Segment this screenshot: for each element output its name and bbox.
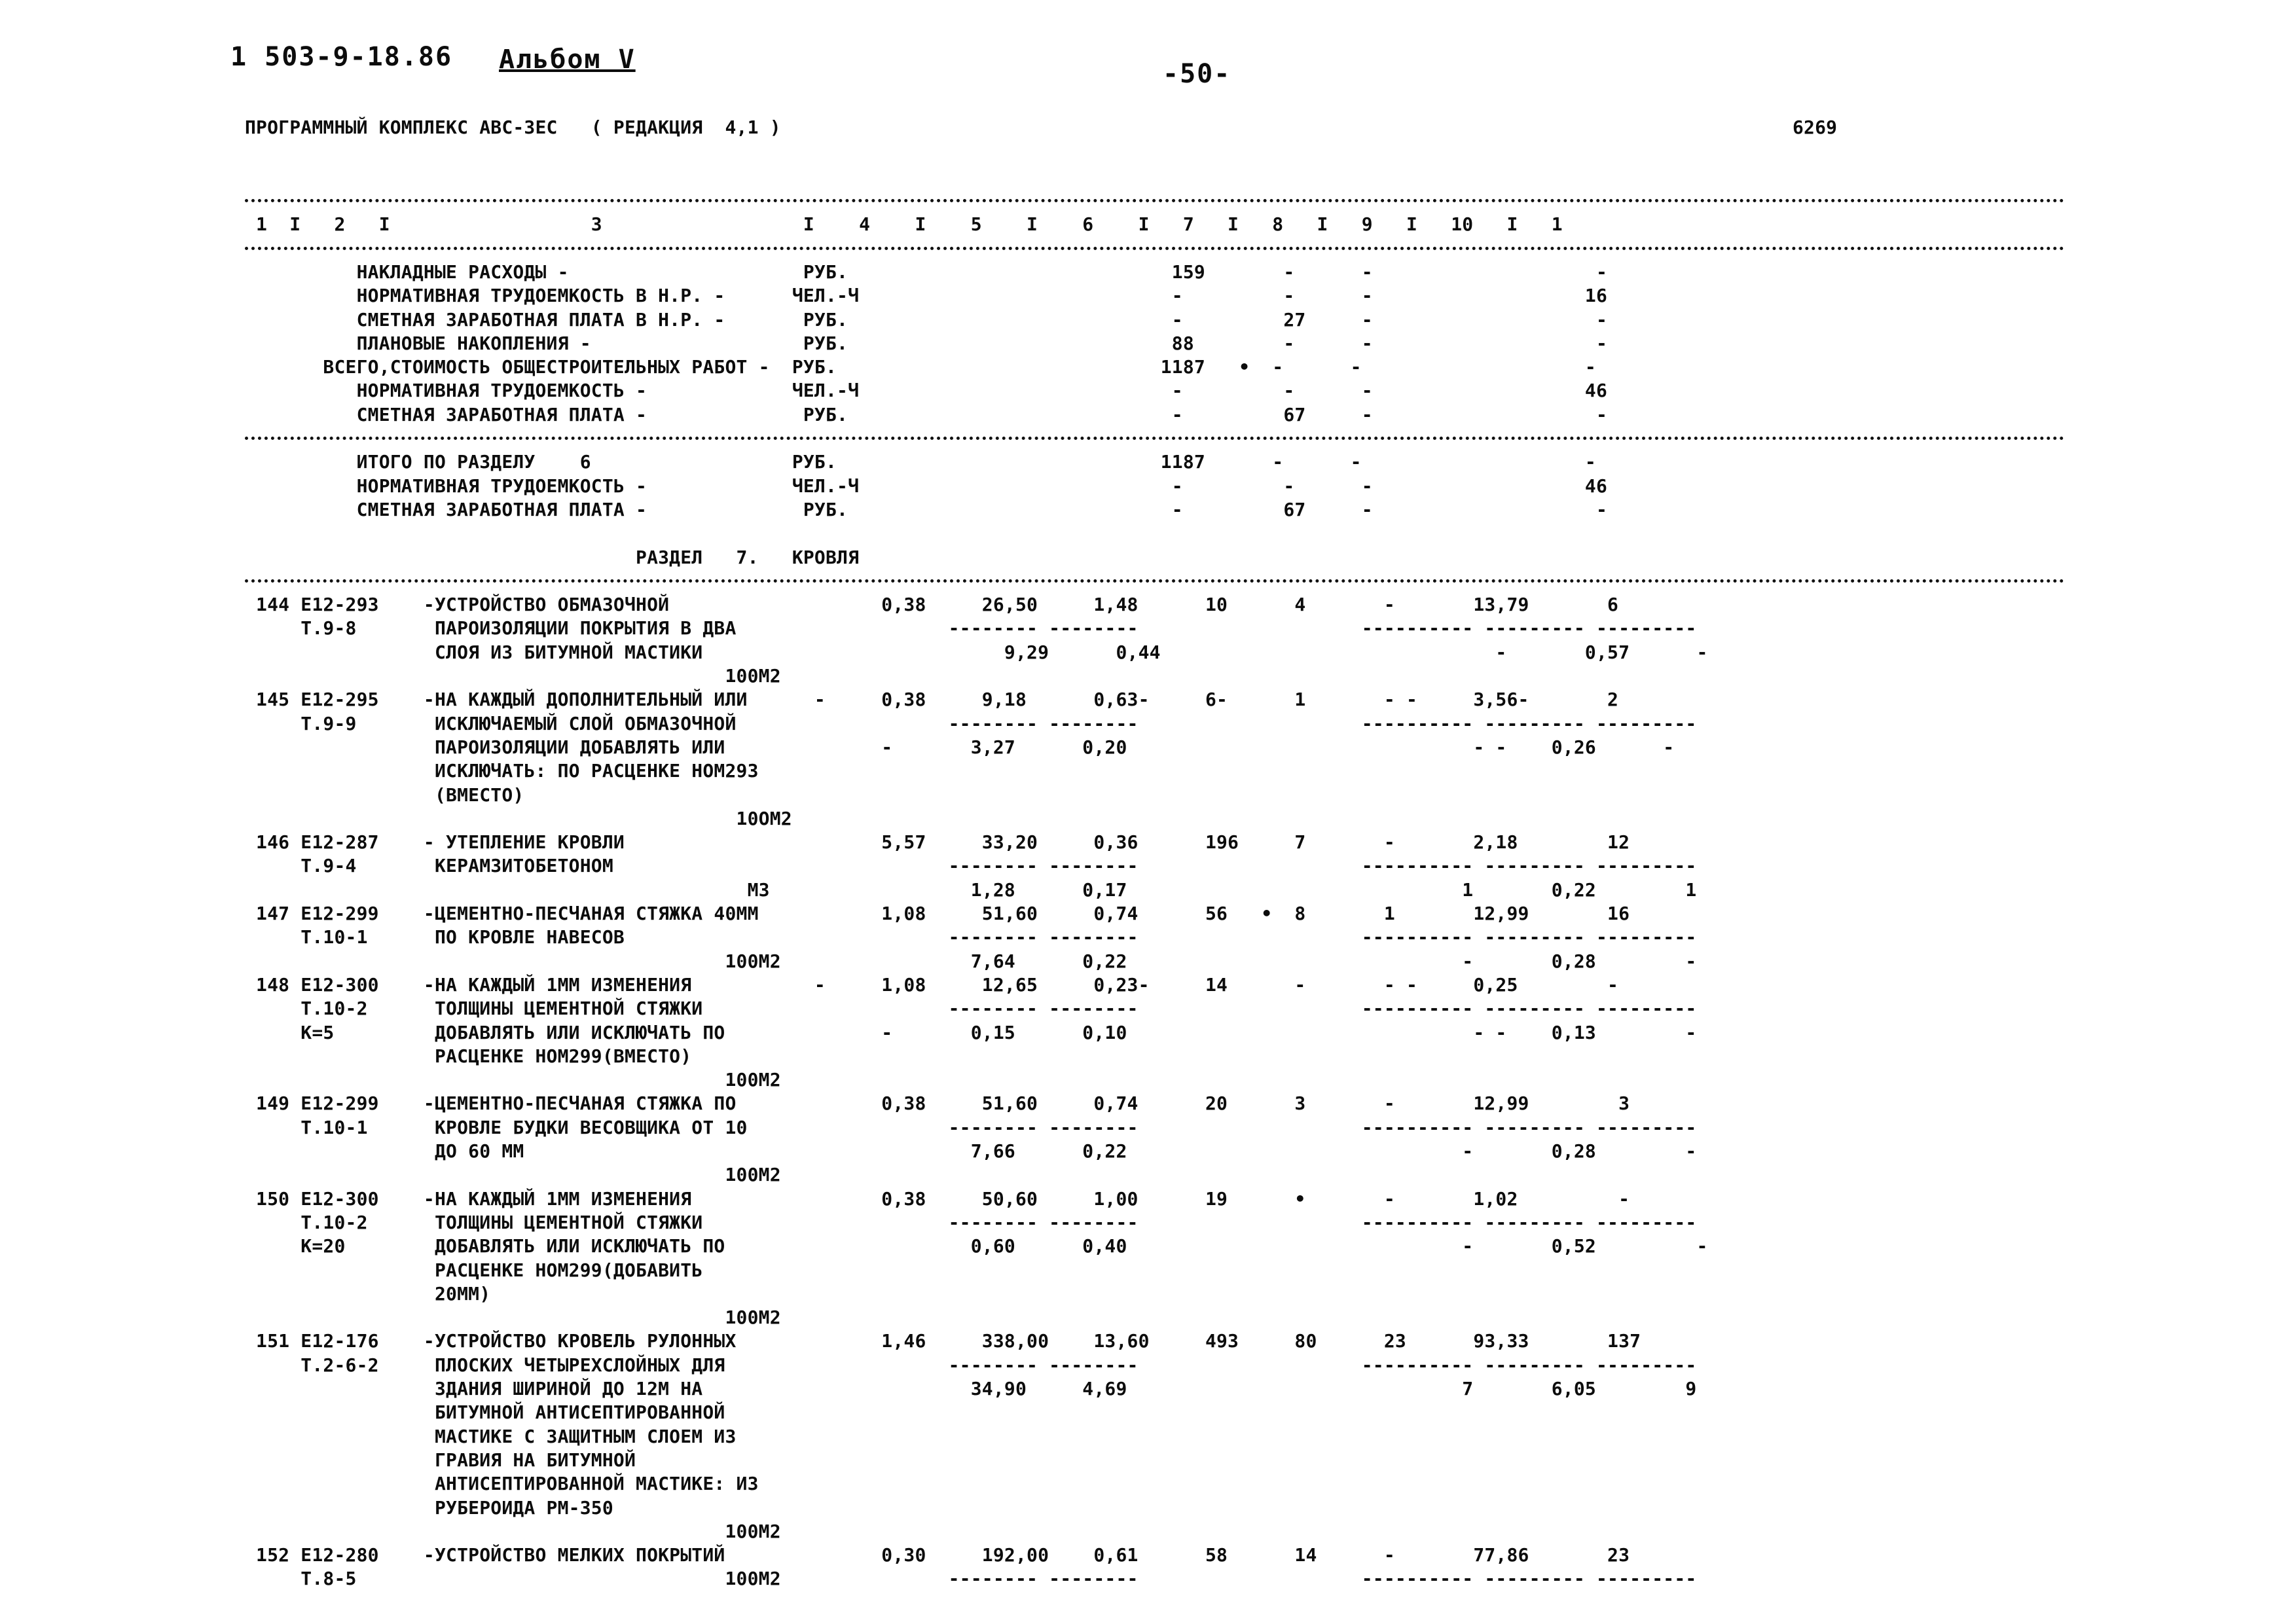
table-line: НАКЛАДНЫЕ РАСХОДЫ - РУБ. 159 - - - — [245, 261, 1608, 283]
table-line: Т.10-2 ТОЛЩИНЫ ЦЕМЕНТНОЙ СТЯЖКИ -------- -------- ---------- --------- --------- — [245, 1211, 1697, 1233]
table-line: СМЕТНАЯ ЗАРАБОТНАЯ ПЛАТА - РУБ. - 67 - - — [245, 498, 1608, 520]
table-line: АНТИСЕПТИРОВАННОЙ МАСТИКЕ: ИЗ — [245, 1473, 759, 1495]
doc-code-value: 503-9-18.86 — [264, 42, 453, 72]
table-line: 100М2 — [245, 1069, 781, 1091]
table-line: Т.10-1 КРОВЛЕ БУДКИ ВЕСОВЩИКА ОТ 10 -------- -------- ---------- --------- --------- — [245, 1116, 1697, 1138]
table-line: НОРМАТИВНАЯ ТРУДОЕМКОСТЬ - ЧЕЛ.-Ч - - - 46 — [245, 475, 1608, 497]
page-number: -50- — [1163, 59, 1231, 89]
table-line: Т.2-6-2 ПЛОСКИХ ЧЕТЫРЕХСЛОЙНЫХ ДЛЯ -------- -------- ---------- --------- --------- — [245, 1354, 1697, 1376]
table-line: 146 Е12-287 - УТЕПЛЕНИЕ КРОВЛИ 5,57 33,20 0,36 196 7 - 2,18 12 — [245, 831, 1630, 854]
table-line: (ВМЕСТО) — [245, 784, 524, 806]
table-line: 148 Е12-300 -НА КАЖДЫЙ 1ММ ИЗМЕНЕНИЯ - 1,08 12,65 0,23- 14 - - - 0,25 - — [245, 973, 1619, 996]
table-line: 10ОМ2 — [245, 807, 792, 829]
table-rule — [245, 247, 2065, 250]
table-line: 20ММ) — [245, 1282, 491, 1305]
table-line: 152 Е12-280 -УСТРОЙСТВО МЕЛКИХ ПОКРЫТИЙ 0,30 192,00 0,61 58 14 - 77,86 23 — [245, 1544, 1630, 1566]
table-line: ГРАВИЯ НА БИТУМНОЙ — [245, 1449, 636, 1471]
table-line: ПАРОИЗОЛЯЦИИ ДОБАВЛЯТЬ ИЛИ - 3,27 0,20 - - 0,26 - — [245, 736, 1675, 758]
table-rule — [245, 579, 2065, 583]
table-line: СМЕТНАЯ ЗАРАБОТНАЯ ПЛАТА В Н.Р. - РУБ. - 27 - - — [245, 308, 1608, 331]
table-line: РАСЦЕНКЕ НОМ299(ВМЕСТО) — [245, 1045, 692, 1067]
table-line: РУБЕРОИДА РМ-350 — [245, 1496, 613, 1519]
table-line: Т.8-5 100М2 -------- -------- ---------- --------- --------- — [245, 1568, 1697, 1590]
table-line: Т.10-1 ПО КРОВЛЕ НАВЕСОВ -------- -------- ---------- --------- --------- — [245, 926, 1697, 948]
table-line: 149 Е12-299 -ЦЕМЕНТНО-ПЕСЧАНАЯ СТЯЖКА ПО 0,38 51,60 0,74 20 3 - 12,99 3 — [245, 1092, 1630, 1115]
doc-code: 1 503-9-18.86 — [230, 42, 453, 72]
table-line: ИСКЛЮЧАТЬ: ПО РАСЦЕНКЕ НОМ293 — [245, 760, 759, 782]
table-line: ДО 60 ММ 7,66 0,22 - 0,28 - — [245, 1140, 1697, 1162]
table-line: 100М2 — [245, 665, 781, 687]
table-line: 1 I 2 I 3 I 4 I 5 I 6 I 7 I 8 I 9 I 10 I 1 — [245, 213, 1563, 236]
table-line: 151 Е12-176 -УСТРОЙСТВО КРОВЕЛЬ РУЛОННЫХ 1,46 338,00 13,60 493 80 23 93,33 137 — [245, 1330, 1641, 1352]
table-line: НОРМАТИВНАЯ ТРУДОЕМКОСТЬ - ЧЕЛ.-Ч - - - 46 — [245, 380, 1608, 402]
table-line: ЗДАНИЯ ШИРИНОЙ ДО 12М НА 34,90 4,69 7 6,05 9 — [245, 1378, 1697, 1399]
table-line: К=5 ДОБАВЛЯТЬ ИЛИ ИСКЛЮЧАТЬ ПО - 0,15 0,10 - - 0,13 - — [245, 1021, 1697, 1043]
table-line: 144 Е12-293 -УСТРОЙСТВО ОБМАЗОЧНОЙ 0,38 26,50 1,48 10 4 - 13,79 6 — [245, 594, 1619, 616]
table-line: Т.9-9 ИСКЛЮЧАЕМЫЙ СЛОЙ ОБМАЗОЧНОЙ -------- -------- ---------- --------- --------- — [245, 712, 1697, 734]
code-right: 6269 — [1793, 117, 1838, 138]
table-line: СЛОЯ ИЗ БИТУМНОЙ МАСТИКИ 9,29 0,44 - 0,57 - — [245, 641, 1708, 663]
table-line: 100М2 — [245, 1164, 781, 1186]
table-line: МАСТИКЕ С ЗАЩИТНЫМ СЛОЕМ ИЗ — [245, 1425, 737, 1447]
table-line: 150 Е12-300 -НА КАЖДЫЙ 1ММ ИЗМЕНЕНИЯ 0,38 50,60 1,00 19 • - 1,02 - — [245, 1187, 1630, 1210]
table-line: 145 Е12-295 -НА КАЖДЫЙ ДОПОЛНИТЕЛЬНЫЙ ИЛИ - 0,38 9,18 0,63- 6- 1 - - 3,56- 2 — [245, 689, 1619, 711]
table-line: Т.9-4 КЕРАМЗИТОБЕТОНОМ -------- -------- ---------- --------- --------- — [245, 855, 1697, 877]
table-line: 100М2 — [245, 1520, 781, 1542]
table-line: М3 1,28 0,17 1 0,22 1 — [245, 878, 1697, 901]
table-rule — [245, 437, 2065, 440]
table-line: ВСЕГО,СТОИМОСТЬ ОБЩЕСТРОИТЕЛЬНЫХ РАБОТ - РУБ. 1187 • - - - — [245, 356, 1596, 378]
program-header: ПРОГРАММНЫЙ КОМПЛЕКС АВС-3ЕС ( РЕДАКЦИЯ 4,1 ) — [245, 117, 781, 138]
table-line: К=20 ДОБАВЛЯТЬ ИЛИ ИСКЛЮЧАТЬ ПО 0,60 0,40 - 0,52 - — [245, 1235, 1708, 1257]
table-line: 147 Е12-299 -ЦЕМЕНТНО-ПЕСЧАНАЯ СТЯЖКА 40ММ 1,08 51,60 0,74 56 • 8 1 12,99 16 — [245, 903, 1630, 924]
table-line: БИТУМНОЙ АНТИСЕПТИРОВАННОЙ — [245, 1401, 725, 1424]
table-line: СМЕТНАЯ ЗАРАБОТНАЯ ПЛАТА - РУБ. - 67 - - — [245, 403, 1608, 425]
table-line: 100М2 — [245, 1307, 781, 1329]
table-line: НОРМАТИВНАЯ ТРУДОЕМКОСТЬ В Н.Р. - ЧЕЛ.-Ч - - - 16 — [245, 285, 1608, 307]
table-line: ИТОГО ПО РАЗДЕЛУ 6 РУБ. 1187 - - - — [245, 451, 1596, 473]
table-line: 100М2 7,64 0,22 - 0,28 - — [245, 950, 1697, 972]
table-line: РАЗДЕЛ 7. КРОВЛЯ — [245, 546, 860, 568]
table-rule — [245, 199, 2065, 202]
table-line: ПЛАНОВЫЕ НАКОПЛЕНИЯ - РУБ. 88 - - - — [245, 332, 1608, 354]
table-line: РАСЦЕНКЕ НОМ299(ДОБАВИТЬ — [245, 1259, 703, 1281]
table-line: Т.10-2 ТОЛЩИНЫ ЦЕМЕНТНОЙ СТЯЖКИ -------- -------- ---------- --------- --------- — [245, 998, 1697, 1020]
album-label: Альбом V — [499, 45, 636, 75]
table-line: Т.9-8 ПАРОИЗОЛЯЦИИ ПОКРЫТИЯ В ДВА -------- -------- ---------- --------- --------- — [245, 617, 1697, 640]
